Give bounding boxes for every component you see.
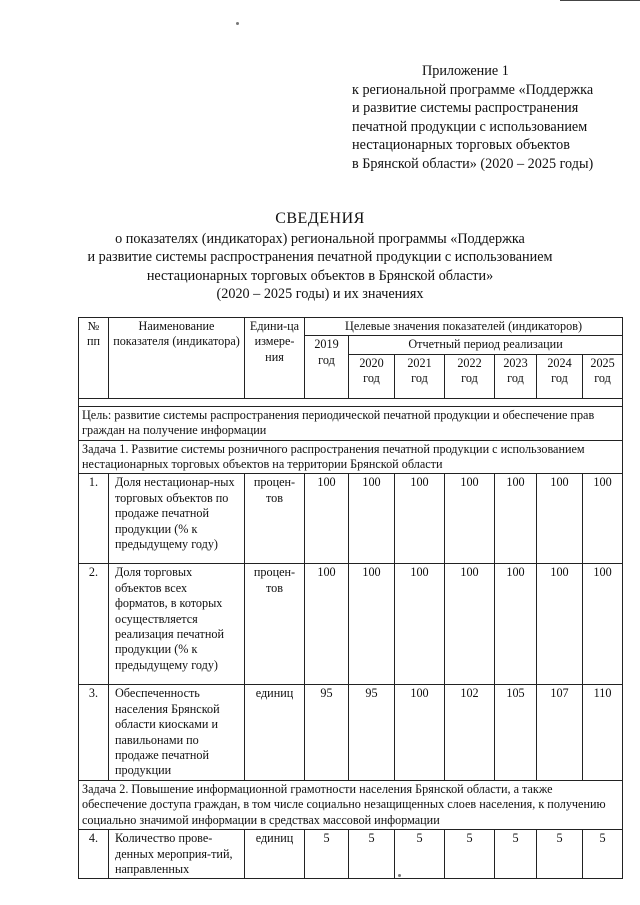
row-num: 3. <box>79 685 109 780</box>
title-line: и развитие системы распространения печатной продукции с использованием <box>87 249 553 265</box>
appendix-line: и развитие системы распространения <box>352 100 579 116</box>
appendix-line: нестационарных торговых объектов <box>352 137 570 153</box>
row-value: 100 <box>583 564 623 685</box>
spacer-row <box>79 398 623 406</box>
row-value: 95 <box>349 685 395 780</box>
row-value: 100 <box>305 474 349 564</box>
header-year: 2022 год <box>445 354 495 398</box>
row-num: 2. <box>79 564 109 685</box>
header-period: Отчетный период реализации <box>349 336 623 354</box>
title-main: СВЕДЕНИЯ <box>275 210 365 227</box>
row-value: 100 <box>395 474 445 564</box>
row-value: 100 <box>349 564 395 685</box>
header-year: 2023 год <box>495 354 537 398</box>
row-value: 100 <box>495 564 537 685</box>
row-value: 95 <box>305 685 349 780</box>
row-value: 5 <box>349 830 395 879</box>
row-value: 100 <box>537 474 583 564</box>
row-unit: процен-тов <box>245 474 305 564</box>
row-value: 110 <box>583 685 623 780</box>
table-row <box>79 830 623 879</box>
table-row <box>79 564 623 685</box>
appendix-heading: Приложение 1 <box>422 63 509 79</box>
row-value: 5 <box>537 830 583 879</box>
header-year: 2021 год <box>395 354 445 398</box>
row-name: Количество прове-денных мероприя-тий, направленных <box>109 830 245 879</box>
row-name: Обеспеченность населения Брянской области киосками и павильонами по продаже печатной продукции <box>109 685 245 780</box>
row-name: Доля торговых объектов всех форматов, в которых осуществляется реализация печатной продукции (% к предыдущему году) <box>109 564 245 685</box>
title-line: нестационарных торговых объектов в Брянской области» <box>146 267 494 284</box>
row-value: 105 <box>495 685 537 780</box>
task-row <box>79 440 623 474</box>
header-year: 2020 год <box>349 354 395 398</box>
title-line: (2020 – 2025 годы) и их значениях <box>216 286 424 302</box>
row-value: 5 <box>395 830 445 879</box>
row-unit: процен-тов <box>245 564 305 685</box>
table-row <box>79 474 623 564</box>
row-unit: единиц <box>245 830 305 879</box>
row-value: 100 <box>445 474 495 564</box>
task-row <box>79 780 623 829</box>
header-year: 2024 год <box>537 354 583 398</box>
document-title <box>60 210 580 304</box>
scan-speck <box>398 874 401 877</box>
row-value: 5 <box>305 830 349 879</box>
row-unit: единиц <box>245 685 305 780</box>
row-value: 100 <box>395 685 445 780</box>
goal-row <box>79 406 623 440</box>
title-line: о показателях (индикаторах) региональной программы «Поддержка <box>115 230 525 247</box>
table-row <box>79 685 623 780</box>
row-value: 102 <box>445 685 495 780</box>
header-year: 2025 год <box>583 354 623 398</box>
appendix-line: к региональной программе «Поддержка <box>352 81 594 98</box>
row-value: 100 <box>305 564 349 685</box>
scan-speck <box>236 22 239 25</box>
row-value: 100 <box>537 564 583 685</box>
row-value: 100 <box>395 564 445 685</box>
header-unit: Едини-ца измере-ния <box>245 318 305 399</box>
header-name: Наименование показателя (индикатора) <box>109 318 245 399</box>
row-value: 5 <box>495 830 537 879</box>
row-num: 1. <box>79 474 109 564</box>
row-value: 5 <box>583 830 623 879</box>
header-num: № пп <box>79 318 109 399</box>
row-value: 5 <box>445 830 495 879</box>
row-value: 100 <box>583 474 623 564</box>
row-value: 100 <box>349 474 395 564</box>
appendix-block <box>352 62 632 173</box>
appendix-line: печатной продукции с использованием <box>352 118 588 135</box>
header-targets: Целевые значения показателей (индикаторов) <box>305 318 623 336</box>
row-num: 4. <box>79 830 109 879</box>
row-value: 100 <box>495 474 537 564</box>
header-row <box>79 318 623 336</box>
row-name: Доля нестационар-ных торговых объектов по продаже печатной продукции (% к предыдущему году) <box>109 474 245 564</box>
task2-text: Задача 2. Повышение информационной грамотности населения Брянской области, а также обеспечение доступа граждан, в том числе социально незащищенных слоев населения, к получению социально значимой информации в средствах массовой информации <box>79 780 623 829</box>
appendix-line: в Брянской области» (2020 – 2025 годы) <box>352 155 594 172</box>
task1-text: Задача 1. Развитие системы розничного распространения печатной продукции с использованием нестационарных торговых объектов на территории Брянской области <box>79 440 623 474</box>
spacer-cell <box>79 398 623 406</box>
indicators-table <box>78 317 623 879</box>
row-value: 100 <box>445 564 495 685</box>
row-value: 107 <box>537 685 583 780</box>
header-year: 2019 год <box>305 336 349 398</box>
goal-text: Цель: развитие системы распространения периодической печатной продукции и обеспечение прав граждан на получение информации <box>79 406 623 440</box>
scan-edge-line <box>560 0 640 1</box>
